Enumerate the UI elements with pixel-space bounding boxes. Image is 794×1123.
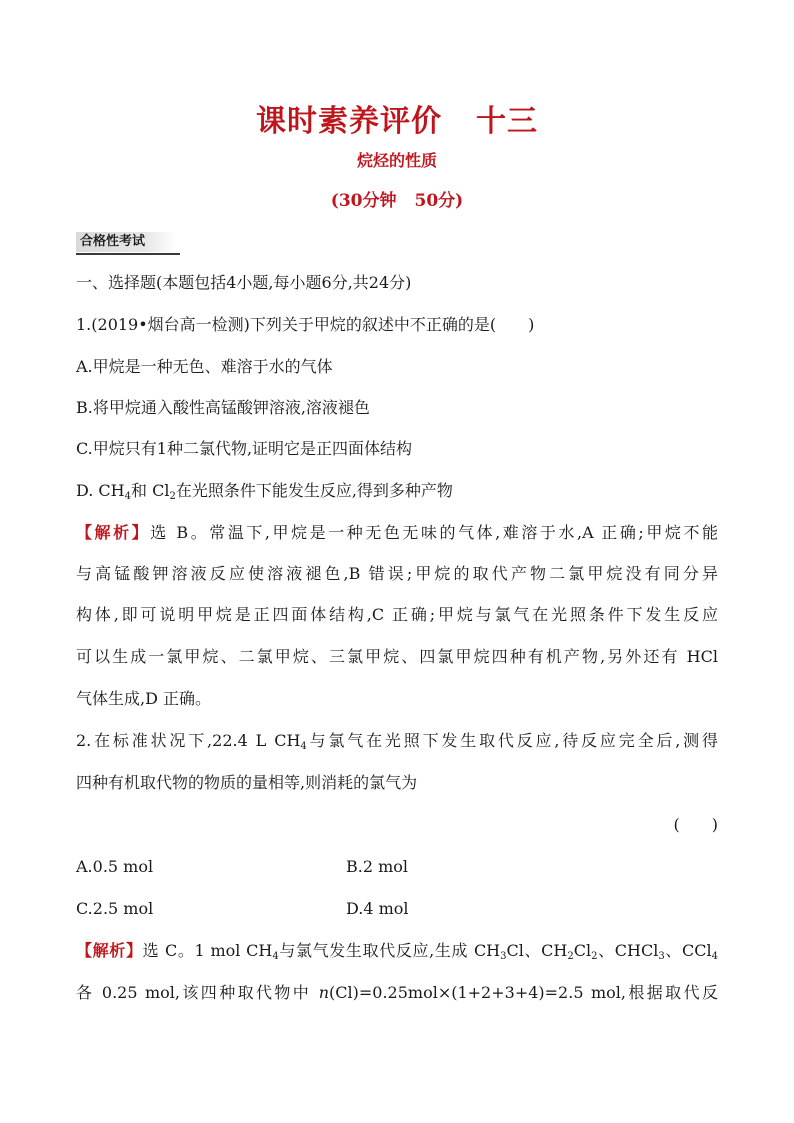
subscript: 2 bbox=[169, 491, 176, 502]
q1-option-d bbox=[76, 480, 718, 502]
total-score: 50分) bbox=[414, 191, 464, 211]
q2-option-a: A.0.5 mol bbox=[76, 857, 154, 876]
q1-explanation-line: 气体生成,D 正确。 bbox=[76, 689, 212, 708]
subscript: 3 bbox=[658, 951, 665, 962]
q1-d-text: 和 Cl bbox=[131, 481, 170, 500]
subscript: 3 bbox=[500, 951, 507, 962]
explanation-text: Cl、CH bbox=[506, 941, 568, 960]
explanation-label: 【解析】 bbox=[76, 523, 151, 542]
q1-d-text: D. CH bbox=[76, 481, 125, 500]
explanation-text: 、CCl bbox=[664, 941, 712, 960]
explanation-text: 选 B。常温下,甲烷是一种无色无味的气体,难溶于水,A 正确;甲烷不能 bbox=[150, 523, 718, 542]
q1-option-c: C.甲烷只有1种二氯代物,证明它是正四面体结构 bbox=[76, 439, 413, 458]
q1-explanation-line: 与高锰酸钾溶液反应使溶液褪色,B 错误;甲烷的取代产物二氯甲烷没有同分异 bbox=[76, 564, 718, 583]
q2-options-row-1 bbox=[76, 856, 718, 878]
explanation-text: 各 0.25 mol,该四种取代物中 bbox=[76, 983, 319, 1002]
subscript: 2 bbox=[567, 951, 574, 962]
subscript: 4 bbox=[300, 741, 307, 752]
variable-n: n bbox=[318, 983, 330, 1002]
q2-stem-text: 与氯气在光照下发生取代反应,待反应完全后,测得 bbox=[306, 731, 718, 750]
q1-stem: 1.(2019•烟台高一检测)下列关于甲烷的叙述中不正确的是( ) bbox=[76, 315, 535, 334]
q2-explanation-line bbox=[76, 982, 718, 1004]
q2-options-row-2 bbox=[76, 898, 718, 920]
explanation-text: (Cl)=0.25mol×(1+2+3+4)=2.5 mol,根据取代反 bbox=[329, 983, 718, 1002]
q2-stem-text: 2.在标准状况下,22.4 L CH bbox=[76, 731, 301, 750]
q2-stem bbox=[76, 730, 718, 752]
q1-option-a: A.甲烷是一种无色、难溶于水的气体 bbox=[76, 357, 333, 376]
subscript: 4 bbox=[711, 951, 718, 962]
subscript: 4 bbox=[272, 951, 279, 962]
explanation-text: 选 C。1 mol CH bbox=[142, 941, 273, 960]
q2-option-c: C.2.5 mol bbox=[76, 899, 154, 918]
q1-explanation-line: 可以生成一氯甲烷、二氯甲烷、三氯甲烷、四氯甲烷四种有机产物,另外还有 HCl bbox=[76, 647, 718, 666]
explanation-text: 、CHCl bbox=[597, 941, 659, 960]
explanation-text: 与氯气发生取代反应,生成 CH bbox=[278, 941, 501, 960]
part-heading: 一、选择题(本题包括4小题,每小题6分,共24分) bbox=[76, 273, 412, 292]
q1-d-text: 在光照条件下能发生反应,得到多种产物 bbox=[175, 481, 453, 500]
title-main: 课时素养评价 bbox=[256, 104, 442, 139]
lesson-subtitle: 烷烃的性质 bbox=[356, 151, 437, 170]
q2-answer-blank: ( ) bbox=[673, 815, 718, 834]
subscript: 2 bbox=[591, 951, 598, 962]
q1-explanation-line bbox=[76, 522, 718, 544]
section-tag: 合格性考试 bbox=[76, 232, 176, 252]
q2-explanation-line bbox=[76, 940, 718, 962]
page-title bbox=[0, 96, 794, 140]
subscript: 4 bbox=[124, 491, 131, 502]
q2-option-b: B.2 mol bbox=[346, 857, 409, 876]
time-limit: (30分钟 bbox=[330, 191, 397, 211]
q1-explanation-line: 构体,即可说明甲烷是正四面体结构,C 正确;甲烷与氯气在光照条件下发生反应 bbox=[76, 605, 718, 624]
time-score-info bbox=[0, 186, 794, 211]
explanation-text: Cl bbox=[573, 941, 592, 960]
q2-stem-cont: 四种有机取代物的物质的量相等,则消耗的氯气为 bbox=[76, 773, 418, 792]
q2-option-d: D.4 mol bbox=[346, 899, 409, 918]
title-number: 十三 bbox=[476, 104, 538, 139]
explanation-label: 【解析】 bbox=[76, 941, 143, 960]
q1-option-b: B.将甲烷通入酸性高锰酸钾溶液,溶液褪色 bbox=[76, 398, 370, 417]
